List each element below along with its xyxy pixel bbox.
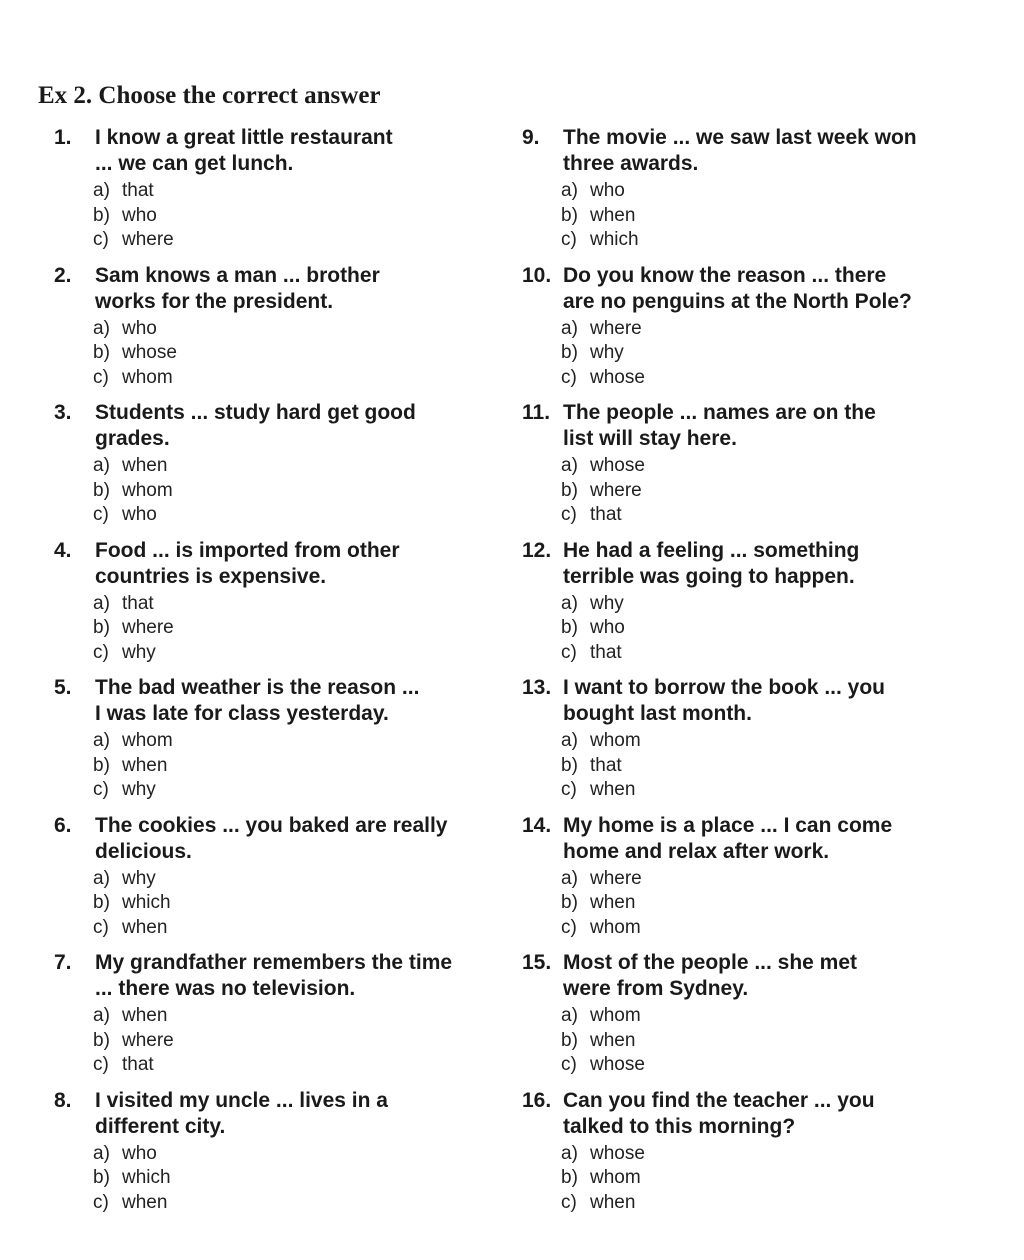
question-text: [563, 400, 972, 452]
answer-option[interactable]: [93, 503, 173, 528]
question-text-line: home and relax after work.: [563, 839, 830, 863]
option-letter: a): [93, 1142, 110, 1164]
question-text-line: ... there was no television.: [95, 977, 356, 1000]
answer-option[interactable]: [561, 503, 645, 528]
answer-option[interactable]: [93, 341, 177, 366]
option-letter: c): [93, 1191, 109, 1213]
question-text-line: bought last month.: [563, 702, 752, 725]
answer-option[interactable]: [561, 1053, 645, 1078]
option-letter: c): [561, 916, 577, 938]
option-letter: a): [93, 730, 110, 751]
question-text-line: He had a feeling ... something: [563, 538, 860, 562]
question-text: [563, 538, 972, 590]
question-item: [522, 1088, 972, 1226]
option-letter: a): [93, 1005, 110, 1026]
answer-option[interactable]: [561, 1142, 645, 1167]
option-text: that: [590, 754, 622, 776]
option-letter: a): [93, 317, 110, 339]
question-text-line: countries is expensive.: [95, 564, 327, 588]
question-column-left: [54, 125, 494, 1225]
option-text: when: [122, 754, 168, 776]
option-text: that: [590, 504, 622, 525]
answer-option[interactable]: [93, 317, 177, 342]
option-letter: a): [93, 592, 110, 614]
option-text: where: [122, 617, 174, 638]
answer-option[interactable]: [93, 754, 173, 779]
answer-option[interactable]: [93, 616, 174, 641]
question-number: 11.: [522, 401, 551, 424]
option-text: when: [590, 892, 636, 913]
answer-option[interactable]: [561, 729, 641, 754]
option-letter: c): [561, 1191, 577, 1213]
answer-options: [561, 867, 642, 941]
answer-option[interactable]: [93, 1004, 174, 1029]
option-letter: b): [93, 1029, 110, 1051]
question-text: [95, 1088, 494, 1140]
option-text: whom: [590, 1167, 641, 1188]
option-text: whose: [122, 342, 177, 363]
option-text: who: [122, 204, 157, 226]
option-text: when: [590, 204, 636, 226]
option-text: when: [122, 1191, 168, 1213]
answer-option[interactable]: [561, 754, 641, 779]
question-text: [563, 675, 972, 727]
question-item: [522, 263, 972, 401]
answer-option[interactable]: [93, 1142, 171, 1167]
option-letter: b): [561, 1029, 578, 1051]
answer-options: [561, 1142, 645, 1216]
answer-options: [561, 592, 625, 666]
option-text: who: [590, 180, 625, 201]
option-letter: b): [93, 617, 110, 638]
question-text-line: The people ... names are on the: [563, 401, 876, 424]
answer-option[interactable]: [561, 1166, 645, 1191]
option-letter: b): [93, 479, 110, 501]
question-text: [95, 400, 494, 452]
question-number: 15.: [522, 951, 552, 974]
answer-options: [93, 729, 173, 803]
question-text: [95, 263, 494, 315]
question-item: [54, 263, 494, 401]
question-number: 1.: [54, 126, 72, 149]
option-text: where: [590, 317, 642, 339]
option-letter: c): [93, 916, 109, 938]
option-letter: a): [561, 455, 578, 476]
answer-option[interactable]: [93, 1191, 171, 1216]
option-text: whom: [590, 730, 641, 751]
option-letter: b): [93, 892, 110, 913]
option-letter: c): [93, 504, 109, 525]
option-letter: b): [561, 204, 578, 226]
option-letter: a): [561, 317, 578, 339]
answer-option[interactable]: [561, 778, 641, 803]
question-text-line: Sam knows a man ... brother: [95, 263, 380, 287]
question-number: 14.: [522, 813, 552, 837]
question-column-right: [522, 125, 972, 1225]
option-text: whose: [590, 1054, 645, 1075]
answer-option[interactable]: [93, 592, 174, 617]
question-text: [95, 675, 494, 727]
answer-option[interactable]: [561, 366, 645, 391]
question-item: [522, 538, 972, 676]
question-number: 9.: [522, 126, 540, 149]
answer-option[interactable]: [93, 479, 173, 504]
option-letter: a): [561, 867, 578, 889]
option-letter: c): [93, 1054, 109, 1075]
answer-option[interactable]: [93, 891, 171, 916]
question-text: [95, 813, 494, 865]
option-text: why: [122, 641, 156, 663]
answer-option[interactable]: [93, 729, 173, 754]
option-text: whom: [122, 479, 173, 501]
option-letter: a): [561, 180, 578, 201]
answer-options: [93, 179, 174, 253]
answer-options: [93, 867, 171, 941]
answer-option[interactable]: [561, 592, 625, 617]
question-text: [563, 950, 972, 1002]
question-text-line: were from Sydney.: [563, 977, 749, 1000]
option-letter: b): [561, 617, 578, 638]
answer-option[interactable]: [93, 916, 171, 941]
answer-options: [93, 1142, 171, 1216]
option-letter: c): [93, 641, 109, 663]
option-letter: c): [93, 779, 109, 800]
question-text-line: My grandfather remembers the time: [95, 951, 453, 974]
question-number: 8.: [54, 1088, 72, 1112]
answer-option[interactable]: [561, 1191, 645, 1216]
question-text-line: delicious.: [95, 839, 192, 863]
option-letter: c): [561, 779, 577, 800]
option-text: whose: [590, 366, 645, 388]
answer-option[interactable]: [561, 1004, 645, 1029]
question-text-line: The movie ... we saw last week won: [563, 126, 917, 149]
question-item: [54, 538, 494, 676]
option-text: why: [590, 592, 624, 614]
answer-option[interactable]: [93, 1053, 174, 1078]
question-text: [95, 538, 494, 590]
answer-options: [93, 317, 177, 391]
option-letter: b): [561, 892, 578, 913]
option-letter: b): [561, 1167, 578, 1188]
question-text-line: I want to borrow the book ... you: [563, 676, 885, 699]
option-text: whose: [590, 455, 645, 476]
option-letter: c): [93, 366, 109, 388]
answer-option[interactable]: [561, 891, 642, 916]
answer-options: [93, 1004, 174, 1078]
question-text-line: different city.: [95, 1114, 226, 1138]
answer-options: [561, 729, 641, 803]
question-number: 13.: [522, 676, 552, 699]
option-letter: a): [93, 867, 110, 889]
answer-options: [93, 592, 174, 666]
option-letter: b): [561, 342, 578, 363]
question-number: 12.: [522, 538, 552, 562]
option-letter: c): [561, 1054, 577, 1075]
question-number: 5.: [54, 676, 72, 699]
answer-option[interactable]: [561, 317, 645, 342]
answer-options: [561, 454, 645, 528]
question-text-line: I was late for class yesterday.: [95, 702, 389, 725]
option-text: which: [122, 892, 171, 913]
option-text: when: [122, 1005, 168, 1026]
option-letter: b): [561, 754, 578, 776]
answer-option[interactable]: [93, 204, 174, 229]
option-text: which: [122, 1167, 171, 1188]
option-text: who: [122, 504, 157, 525]
question-text-line: list will stay here.: [563, 427, 737, 450]
option-text: whom: [122, 366, 173, 388]
answer-option[interactable]: [93, 1029, 174, 1054]
answer-option[interactable]: [93, 366, 177, 391]
option-text: which: [590, 229, 639, 250]
question-item: [522, 813, 972, 951]
answer-option[interactable]: [561, 454, 645, 479]
option-letter: a): [93, 180, 110, 201]
question-item: [54, 400, 494, 538]
option-letter: b): [93, 342, 110, 363]
option-text: when: [590, 1029, 636, 1051]
question-item: [54, 950, 494, 1088]
option-text: when: [590, 1191, 636, 1213]
option-letter: c): [561, 641, 577, 663]
option-letter: a): [93, 455, 110, 476]
question-text-line: are no penguins at the North Pole?: [563, 289, 912, 313]
answer-options: [561, 1004, 645, 1078]
option-letter: a): [561, 1142, 578, 1164]
answer-options: [561, 317, 645, 391]
question-text-line: I know a great little restaurant: [95, 126, 393, 149]
answer-option[interactable]: [561, 341, 645, 366]
option-text: why: [590, 342, 624, 363]
question-text: [563, 1088, 972, 1140]
option-text: when: [122, 916, 168, 938]
option-text: whom: [122, 730, 173, 751]
question-text: [563, 125, 972, 177]
option-text: who: [122, 1142, 157, 1164]
option-text: that: [122, 1054, 154, 1075]
question-item: [54, 1088, 494, 1226]
answer-option[interactable]: [93, 778, 173, 803]
option-letter: b): [93, 1167, 110, 1188]
option-letter: b): [93, 754, 110, 776]
question-number: 2.: [54, 263, 72, 287]
answer-option[interactable]: [561, 228, 639, 253]
answer-option[interactable]: [561, 867, 642, 892]
answer-option[interactable]: [561, 641, 625, 666]
question-number: 4.: [54, 538, 72, 562]
question-text-line: Can you find the teacher ... you: [563, 1088, 875, 1112]
question-text-line: works for the president.: [95, 289, 334, 313]
option-text: whose: [590, 1142, 645, 1164]
option-text: who: [122, 317, 157, 339]
question-text-line: talked to this morning?: [563, 1114, 796, 1138]
question-text-line: Food ... is imported from other: [95, 538, 400, 562]
question-text-line: grades.: [95, 427, 170, 450]
question-item: [522, 125, 972, 263]
option-letter: c): [561, 229, 577, 250]
question-text: [95, 950, 494, 1002]
option-letter: b): [561, 479, 578, 501]
answer-option[interactable]: [561, 204, 639, 229]
question-number: 7.: [54, 951, 72, 974]
answer-option[interactable]: [93, 228, 174, 253]
question-number: 6.: [54, 813, 72, 837]
answer-option[interactable]: [93, 867, 171, 892]
answer-option[interactable]: [93, 641, 174, 666]
question-item: [54, 675, 494, 813]
option-text: that: [122, 180, 154, 201]
option-letter: b): [93, 204, 110, 226]
question-text-line: The bad weather is the reason ...: [95, 676, 420, 699]
question-item: [522, 675, 972, 813]
question-number: 16.: [522, 1088, 552, 1112]
answer-option[interactable]: [93, 1166, 171, 1191]
question-item: [54, 125, 494, 263]
answer-option[interactable]: [93, 454, 173, 479]
answer-options: [93, 454, 173, 528]
question-text-line: terrible was going to happen.: [563, 564, 855, 588]
option-text: that: [590, 641, 622, 663]
answer-option[interactable]: [93, 179, 174, 204]
option-text: whom: [590, 916, 641, 938]
option-letter: a): [561, 1005, 578, 1026]
answer-option[interactable]: [561, 479, 645, 504]
question-text: [563, 263, 972, 315]
question-text-line: three awards.: [563, 152, 699, 175]
option-text: why: [122, 779, 156, 800]
option-text: whom: [590, 1005, 641, 1026]
option-text: where: [122, 1029, 174, 1051]
question-item: [522, 950, 972, 1088]
option-text: why: [122, 867, 156, 889]
option-letter: c): [93, 229, 109, 250]
question-text-line: I visited my uncle ... lives in a: [95, 1088, 388, 1112]
question-text-line: ... we can get lunch.: [95, 152, 294, 175]
question-text-line: Do you know the reason ... there: [563, 263, 887, 287]
option-text: where: [590, 479, 642, 501]
question-text: [563, 813, 972, 865]
option-text: when: [590, 779, 636, 800]
option-text: when: [122, 455, 168, 476]
answer-option[interactable]: [561, 1029, 645, 1054]
option-text: that: [122, 592, 154, 614]
option-letter: c): [561, 504, 577, 525]
answer-options: [561, 179, 639, 253]
question-text-line: My home is a place ... I can come: [563, 813, 893, 837]
question-item: [54, 813, 494, 951]
option-letter: a): [561, 730, 578, 751]
answer-option[interactable]: [561, 616, 625, 641]
question-text: [95, 125, 494, 177]
exercise-title: Ex 2. Choose the correct answer: [38, 82, 381, 109]
option-text: who: [590, 617, 625, 638]
option-letter: c): [561, 366, 577, 388]
question-number: 10.: [522, 263, 552, 287]
option-text: where: [122, 229, 174, 250]
question-text-line: Students ... study hard get good: [95, 401, 416, 424]
question-text-line: The cookies ... you baked are really: [95, 813, 448, 837]
answer-option[interactable]: [561, 179, 639, 204]
question-text-line: Most of the people ... she met: [563, 951, 858, 974]
answer-option[interactable]: [561, 916, 642, 941]
option-text: where: [590, 867, 642, 889]
question-number: 3.: [54, 401, 72, 424]
option-letter: a): [561, 592, 578, 614]
question-item: [522, 400, 972, 538]
